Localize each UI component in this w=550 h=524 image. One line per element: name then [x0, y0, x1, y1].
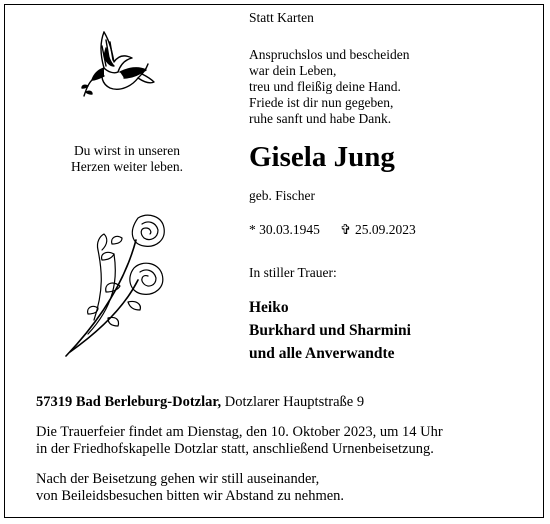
closing-line: von Beileidsbesuchen bitten wir Abstand zu nehmen.: [36, 488, 345, 504]
roses-icon: [58, 210, 188, 360]
funeral-line: in der Friedhofskapelle Dotzlar statt, anschließend Urnenbeisetzung.: [36, 441, 434, 457]
birth-name: geb. Fischer: [249, 188, 315, 203]
mourner-name: Heiko: [249, 299, 289, 316]
mourner-name: Burkhard und Sharmini: [249, 322, 411, 339]
dove-icon: [80, 28, 160, 108]
birth-date: * 30.03.1945: [249, 222, 320, 237]
address-line: [36, 393, 364, 411]
death-date: 25.09.2023: [355, 222, 416, 237]
address-street: Dotzlarer Hauptstraße 9: [224, 394, 365, 410]
left-quote-line: Du wirst in unseren: [73, 143, 181, 158]
poem-line: Anspruchslos und bescheiden: [249, 47, 410, 62]
deceased-name: Gisela Jung: [249, 141, 395, 173]
left-quote-line: Herzen weiter leben.: [70, 159, 184, 174]
funeral-line: Die Trauerfeier findet am Dienstag, den 10. Oktober 2023, um 14 Uhr: [36, 424, 443, 440]
mourner-name: und alle Anverwandte: [249, 345, 395, 362]
mourners-heading: In stiller Trauer:: [249, 265, 337, 280]
closing-line: Nach der Beisetzung gehen wir still auseinander,: [36, 471, 320, 487]
statt-karten: Statt Karten: [249, 10, 314, 25]
cross-icon: ✞: [340, 222, 352, 237]
address-city: 57319 Bad Berleburg-Dotzlar,: [36, 394, 222, 410]
poem-line: Friede ist dir nun gegeben,: [249, 95, 394, 110]
poem-line: ruhe sanft und habe Dank.: [249, 111, 392, 126]
poem-line: treu und fleißig deine Hand.: [249, 79, 401, 94]
poem-line: war dein Leben,: [249, 63, 337, 78]
